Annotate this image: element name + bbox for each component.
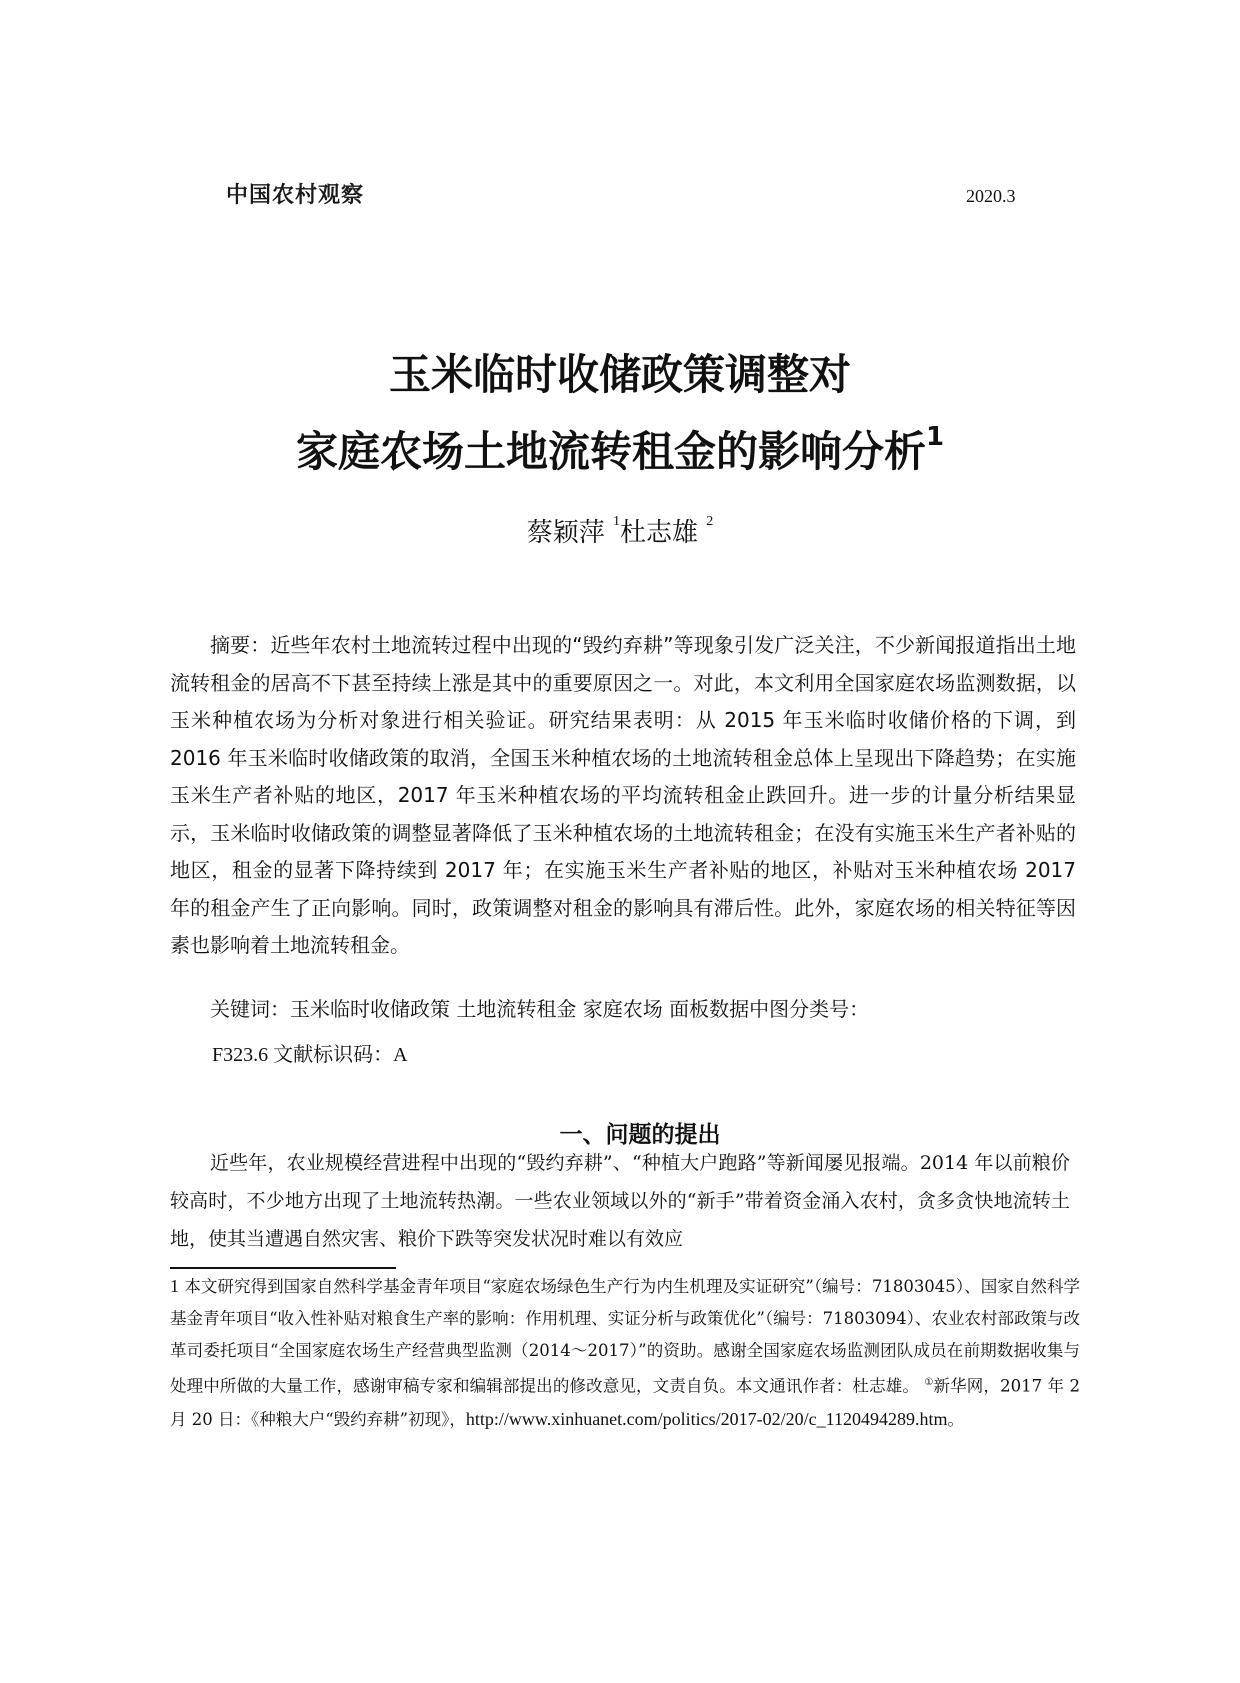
reference-link[interactable]: http://www.xinhuanet.com/politics/2017-02/20/c_1120494289.htm	[465, 1408, 948, 1429]
classification-line	[212, 1038, 1092, 1067]
issue-number: 2020.3	[966, 186, 1016, 206]
classification-code: F323.6	[212, 1044, 269, 1066]
paper-title-line-1: 玉米临时收储政策调整对	[388, 350, 851, 399]
doc-code: A	[393, 1044, 408, 1066]
abstract-paragraph: 摘要：近些年农村土地流转过程中出现的“毁约弃耕”等现象引发广泛关注，不少新闻报道指出土地流转租金的居高不下甚至持续上涨是其中的重要原因之一。对此，本文利用全国家庭农场监测数据，以玉米种植农场为分析对象进行相关验证。研究结果表明：从 2015 年玉米临时收储价格的下调，到 2016 年玉米临时收储政策的取消，全国玉米种植农场的土地流转租金总体上呈现出下降趋势；在实施玉米生产者补贴的地区，2017 年玉米种植农场的平均流转租金止跌回升。进一步的计量分析结果显示，玉米临时收储政策的调整显著降低了玉米种植农场的土地流转租金；在没有实施玉米生产者补贴的地区，租金的显著下降持续到 2017 年；在实施玉米生产者补贴的地区，补贴对玉米种植农场 2017 年的租金产生了正向影响。同时，政策调整对租金的影响具有滞后性。此外，家庭农场的相关特征等因素也影响着土地流转租金。	[170, 633, 1076, 957]
footnote-text: 本文研究得到国家自然科学基金青年项目“家庭农场绿色生产行为内生机理及实证研究”（编号：71803045）、国家自然科学基金青年项目“收入性补贴对粮食生产率的影响：作用机理、实证分析与政策优化”（编号：71803094）、农业农村部政策与改革司委托项目“全国家庭农场生产经营典型监测（2014～2017）”的资助。感谢全国家庭农场监测团队成员在前期数据收集与处理中所做的大量工作，感谢审稿专家和编辑部提出的修改意见，文责自负。本文通讯作者：杜志雄。	[170, 1277, 1081, 1396]
journal-logo: 中国农村观察	[226, 183, 365, 208]
doc-code-label: 文献标识码：	[273, 1042, 394, 1066]
footnote	[170, 1270, 1080, 1436]
author-list	[0, 512, 1240, 549]
reference-end: 。	[947, 1409, 964, 1429]
author-name: 杜志雄	[620, 518, 699, 548]
reference-mark: ①	[924, 1377, 934, 1388]
footnote-mark: 1	[170, 1276, 179, 1296]
paper-title-line-2: 家庭农场土地流转租金的影响分析$^1$	[295, 422, 945, 476]
footnote-divider	[170, 1267, 396, 1269]
author-affiliation-mark: 1	[613, 514, 620, 529]
title-footnote-mark[interactable]: 1	[925, 422, 945, 452]
author-affiliation-mark: 2	[706, 514, 714, 529]
author-name: 蔡颖萍	[526, 518, 605, 548]
keywords-line: 关键词：玉米临时收储政策 土地流转租金 家庭农场 面板数据中图分类号：	[210, 997, 870, 1021]
section-heading: 一、问题的提出	[559, 1122, 721, 1149]
reference-text: 新华网，2017 年 2 月 20 日：《种粮大户“毁约弃耕”初现》，	[170, 1376, 1080, 1429]
body-paragraph: 近些年，农业规模经营进程中出现的“毁约弃耕”、“种植大户跑路”等新闻屡见报端。2014 年以前粮价较高时，不少地方出现了土地流转热潮。一些农业领域以外的“新手”带着资金涌入农村，贪多贪快地流转土地，使其当遭遇自然灾害、粮价下跌等突发状况时难以有效应	[170, 1152, 1070, 1250]
